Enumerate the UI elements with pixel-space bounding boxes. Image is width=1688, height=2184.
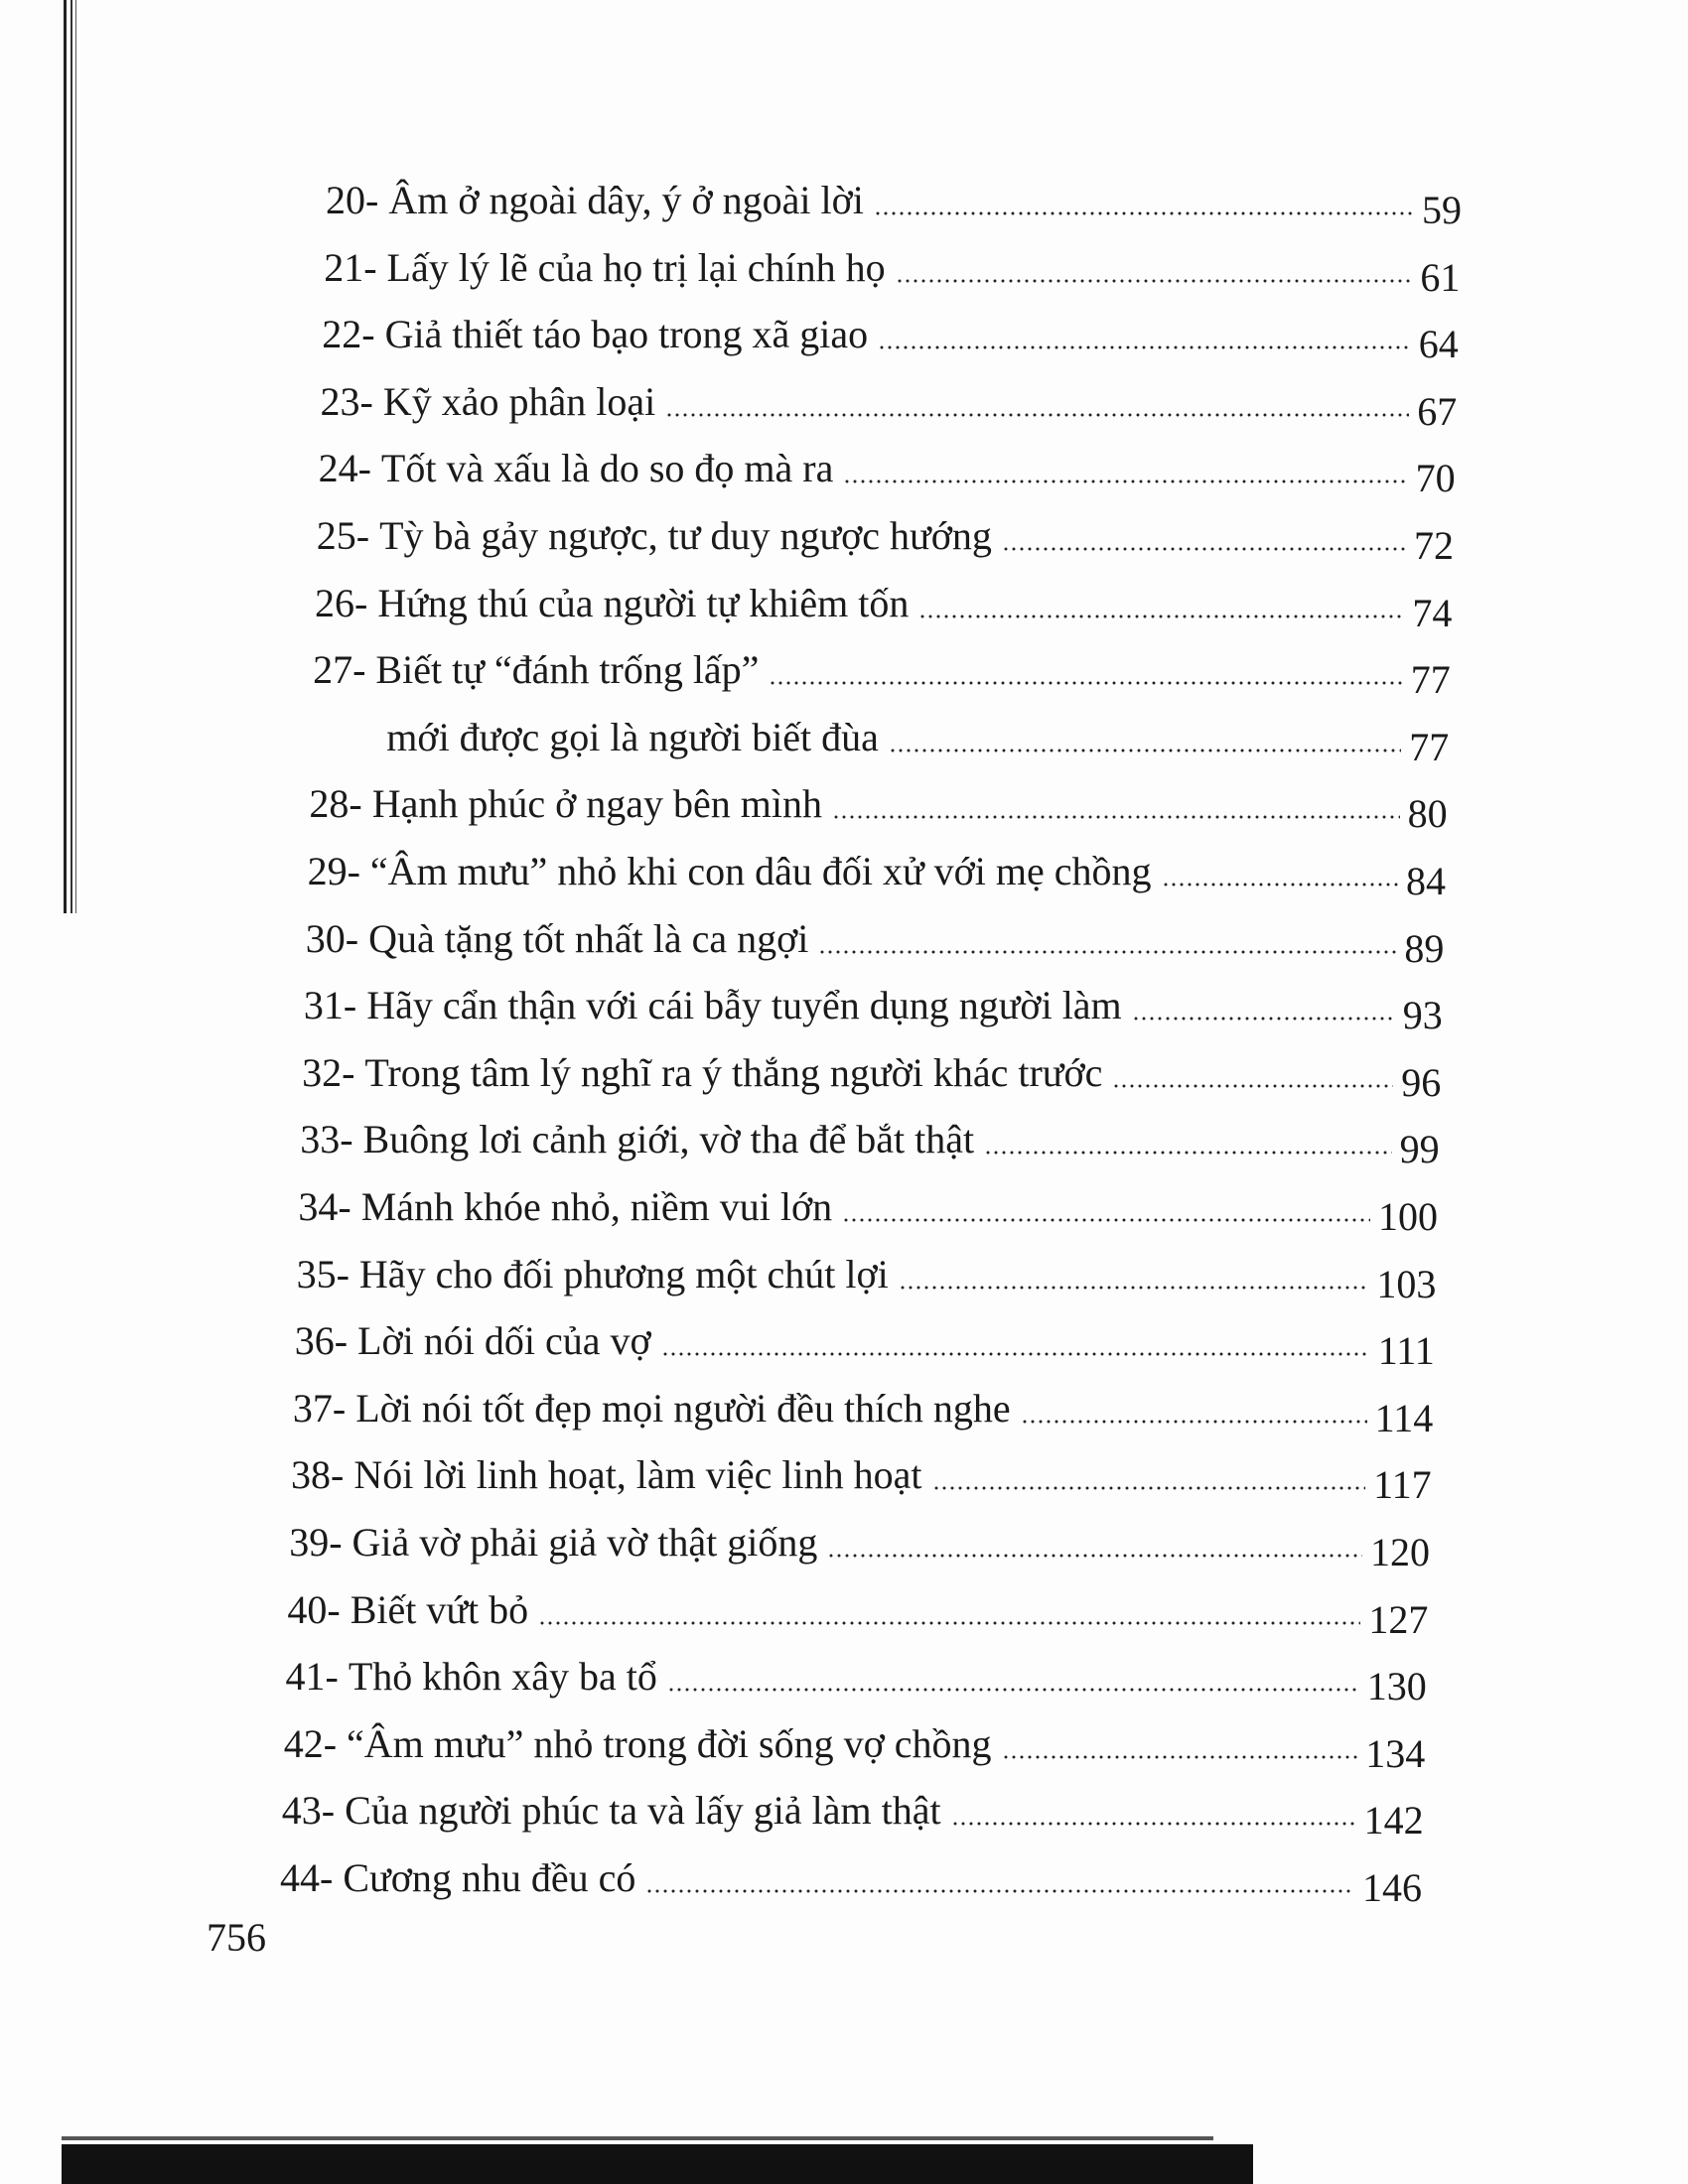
scan-bottom-band: [62, 2144, 1253, 2184]
toc-entry: [296, 1251, 1437, 1306]
toc-entry-number: 33-: [300, 1117, 353, 1162]
toc-entry-title: Của người phúc ta và lấy giả làm thật: [345, 1788, 941, 1834]
toc-entry-number: 21-: [324, 244, 377, 290]
toc-entry-page: 100: [1377, 1194, 1438, 1239]
toc-dot-leader: [832, 815, 1400, 819]
toc-dot-leader: [984, 1151, 1391, 1155]
toc-entry-number: 42-: [283, 1720, 338, 1766]
toc-entry: [324, 244, 1461, 300]
toc-entry-number: 26-: [315, 580, 368, 625]
toc-entry-title: “Âm mưu” nhỏ khi con dâu đối xử với mẹ chồng: [369, 849, 1152, 893]
toc-entry-page: 80: [1407, 791, 1448, 837]
toc-entry-title: Buông lơi cảnh giới, vờ tha để bắt thật: [362, 1117, 975, 1162]
toc-entry-title: “Âm mưu” nhỏ trong đời sống vợ chồng: [347, 1720, 992, 1766]
toc-entry: [318, 445, 1456, 501]
toc-entry-number: 43-: [281, 1788, 336, 1834]
toc-entry-title: Mánh khóe nhỏ, niềm vui lớn: [360, 1184, 833, 1229]
toc-entry: [298, 1183, 1438, 1239]
toc-entry: [283, 1720, 1426, 1776]
toc-entry-page: 96: [1401, 1059, 1442, 1105]
toc-entry-number: 30-: [305, 915, 359, 961]
toc-entry-page: 117: [1373, 1462, 1432, 1508]
toc-entry-number: 41-: [285, 1654, 339, 1700]
toc-entry-page: 127: [1368, 1596, 1429, 1642]
toc-entry-title: Giả thiết táo bạo trong xã giao: [384, 312, 869, 357]
toc-entry: [316, 512, 1454, 568]
toc-entry-page: 130: [1366, 1664, 1427, 1709]
toc-entry-title: Quà tặng tốt nhất là ca ngợi: [368, 915, 809, 961]
toc-entry-page: 114: [1374, 1395, 1434, 1440]
toc-entry-number: 44-: [280, 1855, 334, 1900]
toc-entry: [294, 1317, 1435, 1374]
toc-dot-leader: [1132, 1017, 1395, 1021]
toc-entry-title: Tốt và xấu là do so đọ mà ra: [380, 446, 834, 491]
toc-entry-title: Biết tự “đánh trống lấp”: [375, 647, 760, 693]
toc-entry-title: Hãy cẩn thận với cái bẫy tuyển dụng người làm: [366, 983, 1122, 1028]
toc-entry-page: 120: [1369, 1530, 1430, 1574]
toc-entry-page: 103: [1376, 1261, 1437, 1306]
toc-entry: [285, 1653, 1427, 1709]
toc-dot-leader: [1002, 1755, 1358, 1759]
toc-entry-title: Kỹ xảo phân loại: [382, 378, 656, 424]
toc-entry-page: 84: [1405, 859, 1446, 903]
toc-dot-leader: [899, 1286, 1369, 1290]
toc-entry-title: Lời nói dối của vợ: [357, 1318, 651, 1364]
toc-entry: [280, 1854, 1422, 1910]
toc-dot-leader: [889, 749, 1401, 752]
toc-dot-leader: [918, 614, 1404, 618]
scan-bottom-edge: [62, 2136, 1213, 2140]
toc-dot-leader: [951, 1822, 1356, 1826]
page-number: 756: [207, 1915, 266, 1960]
toc-entry-page: 67: [1417, 388, 1458, 434]
toc-entry-number: 29-: [307, 849, 360, 893]
toc-entry-page: 93: [1402, 993, 1443, 1038]
toc-entry: [292, 1385, 1434, 1440]
toc-dot-leader: [769, 681, 1402, 685]
toc-dot-leader: [1021, 1420, 1367, 1424]
toc-entry-page: 72: [1413, 523, 1454, 568]
toc-entry-number: 38-: [291, 1452, 345, 1498]
toc-entry-title: Thỏ khôn xây ba tổ: [348, 1654, 657, 1700]
toc-entry-number: 24-: [318, 446, 371, 491]
toc-entry: [287, 1586, 1429, 1642]
toc-entry: [313, 646, 1451, 703]
toc-entry: [320, 378, 1458, 434]
toc-entry-number: 34-: [298, 1184, 352, 1229]
toc-entry-title: Trong tâm lý nghĩ ra ý thắng người khác trước: [364, 1049, 1103, 1095]
toc-dot-leader: [932, 1486, 1366, 1490]
toc-entry-number: 22-: [322, 312, 375, 357]
toc-entry-page: 77: [1409, 724, 1450, 769]
toc-entry-page: 70: [1415, 456, 1456, 501]
toc-entry-number: 35-: [296, 1251, 350, 1297]
toc-entry: [289, 1519, 1430, 1574]
toc-entry-number: 37-: [292, 1385, 347, 1431]
toc-dot-leader: [661, 1352, 1370, 1356]
toc-entry-number: 31-: [303, 983, 357, 1028]
toc-entry-number: 28-: [309, 781, 362, 827]
toc-entry: [309, 780, 1448, 837]
toc-entry-title: Nói lời linh hoạt, làm việc linh hoạt: [353, 1452, 922, 1498]
toc-entry-page: 134: [1365, 1730, 1426, 1776]
toc-entry-page: 61: [1420, 254, 1461, 300]
toc-entry-page: 77: [1410, 657, 1451, 703]
toc-dot-leader: [1002, 547, 1406, 551]
toc-entry-number: 40-: [287, 1586, 341, 1632]
toc-entry-title: Hãy cho đối phương một chút lợi: [358, 1251, 889, 1297]
toc-entry: [302, 1049, 1442, 1105]
toc-entry-number: 39-: [289, 1520, 343, 1565]
toc-entry-title: Âm ở ngoài dây, ý ở ngoài lời: [388, 178, 864, 222]
toc-entry-page: 64: [1418, 322, 1459, 367]
toc-entry-title: Lấy lý lẽ của họ trị lại chính họ: [386, 244, 886, 290]
toc-dot-leader: [896, 279, 1413, 283]
toc-entry-page: 99: [1399, 1127, 1440, 1172]
toc-entry-number: 25-: [316, 513, 370, 558]
toc-dot-leader: [843, 479, 1407, 483]
toc-entry-page: 111: [1377, 1328, 1435, 1374]
toc-entry-title: Cương nhu đều có: [343, 1855, 636, 1900]
toc-dot-leader: [538, 1621, 1360, 1625]
toc-entry: [303, 982, 1443, 1038]
toc-dot-leader: [842, 1218, 1370, 1222]
toc-entry: [326, 177, 1462, 232]
toc-entry: [307, 848, 1446, 903]
toc-entry-page: 59: [1422, 188, 1462, 232]
toc-dot-leader: [665, 413, 1409, 417]
toc-entry: [291, 1451, 1432, 1508]
toc-entry-number: 32-: [302, 1049, 355, 1095]
toc-entry-title: Biết vứt bỏ: [350, 1586, 529, 1632]
toc-entry-title: Hạnh phúc ở ngay bên mình: [371, 781, 822, 827]
toc-dot-leader: [1162, 883, 1398, 887]
toc-entry-page: 74: [1412, 590, 1453, 635]
toc-entry: [305, 915, 1445, 971]
toc-dot-leader: [1112, 1084, 1393, 1088]
toc-entry-title: Tỳ bà gảy ngược, tư duy ngược hướng: [379, 513, 992, 558]
toc-entry-number: 23-: [320, 378, 373, 424]
toc-dot-leader: [667, 1688, 1359, 1692]
toc-entry-number: 36-: [294, 1318, 349, 1364]
toc-dot-leader: [645, 1889, 1354, 1893]
toc-dot-leader: [827, 1554, 1362, 1558]
toc-entry-number: 20-: [326, 178, 379, 222]
toc-entry-continuation: [311, 714, 1450, 769]
toc-entry: [300, 1116, 1440, 1172]
toc-dot-leader: [874, 211, 1414, 215]
toc-entry-title: Hứng thú của người tự khiêm tốn: [377, 580, 910, 625]
toc-entry-page: 146: [1362, 1865, 1422, 1910]
toc-entry-number: 27-: [313, 647, 366, 693]
toc-entry: [322, 311, 1459, 367]
toc-entry: [315, 580, 1453, 635]
toc-dot-leader: [878, 345, 1411, 349]
toc-entry-title: Lời nói tốt đẹp mọi người đều thích nghe: [355, 1385, 1011, 1431]
toc-entry-title: mới được gọi là người biết đùa: [386, 714, 879, 759]
toc-entry-page: 142: [1363, 1798, 1424, 1843]
toc-entry-title: Giả vờ phải giả vờ thật giống: [352, 1520, 818, 1565]
toc-entry-page: 89: [1404, 925, 1445, 971]
toc-dot-leader: [818, 950, 1396, 954]
toc-entry: [281, 1787, 1424, 1843]
